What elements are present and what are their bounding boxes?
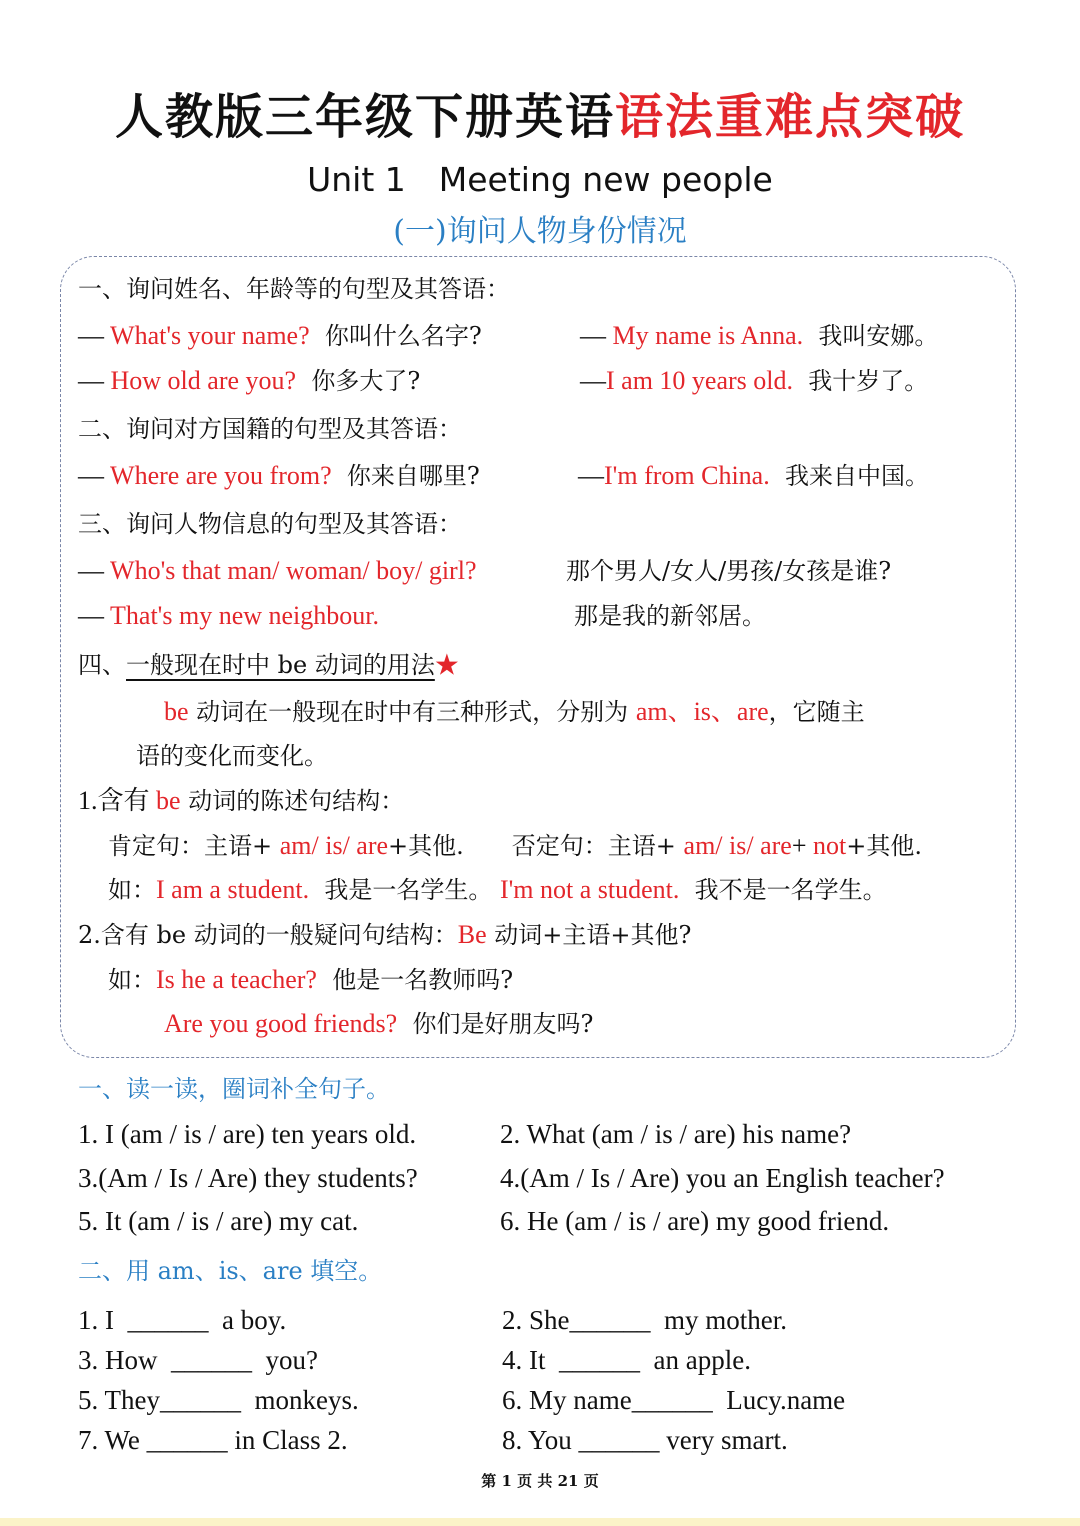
text-segment: 你多大了? [296,367,421,395]
qa-answer [580,319,938,353]
rule-heading [78,918,691,952]
text-segment: Where are you from? [110,461,332,490]
qa-question [78,319,482,353]
text-segment: 你们是好朋友吗? [397,1010,594,1038]
unit-title: Unit 1 Meeting new people [307,160,773,199]
text-segment: Are you good friends? [164,1009,398,1038]
exercise1-heading: 一、读一读，圈词补全句子。 [78,1075,390,1103]
text-segment: 我来自中国。 [769,462,929,490]
qa-question [78,364,420,398]
text-segment: — [78,461,111,490]
page-title [0,78,1080,147]
heading-name-age [78,272,510,306]
page-number: 第 1 页 共 21 页 [481,1472,599,1490]
text-segment: not [813,831,847,860]
text-segment: am/ is/ are [279,831,389,860]
text-segment: — [78,601,111,630]
text-segment: — [580,366,606,395]
exercise-item: 2. What (am / is / are) his name? [500,1119,852,1149]
text-segment: — [580,321,613,350]
text-segment: 二、询问对方国籍的句型及其答语： [78,415,462,443]
heading-be-verb [78,648,459,682]
text-segment: am、is、are [635,697,769,726]
text-segment: My name is Anna. [612,321,804,350]
fill-blank-item: 5. They______ monkeys. [78,1385,359,1415]
text-segment: Who's that man/ woman/ boy/ girl? [110,556,477,585]
exercise-item: 5. It (am / is / are) my cat. [78,1206,359,1236]
text-segment: That's my new neighbour. [110,601,380,630]
text-segment: 动词在一般现在时中有三种形式，分别为 [188,698,636,726]
rule-structure [108,829,922,863]
text-segment: — [78,556,111,585]
text-segment: I am a student. [156,875,310,904]
exercise-item: 3.(Am / Is / Are) they students? [78,1163,418,1193]
qa-translation [574,599,766,633]
exercise-item: 4.(Am / Is / Are) you an English teacher? [500,1163,945,1193]
text-segment: 他是一名教师吗? [316,966,514,994]
text-segment: I am 10 years old. [606,366,794,395]
example [108,963,513,997]
qa-translation [566,554,891,588]
text-segment: — [578,461,604,490]
qa-question [78,459,480,493]
text-segment: 那个男人/女人/男孩/女孩是谁? [566,557,892,585]
text-segment: +其他. [388,832,464,860]
example [164,1007,593,1041]
text-segment: 肯定句：主语+ [108,832,280,860]
fill-blank-item: 1. I ______ a boy. [78,1305,287,1335]
fill-blank-item: 8. You ______ very smart. [502,1425,788,1455]
qa-question [78,599,379,633]
text-segment: 三、询问人物信息的句型及其答语： [78,510,462,538]
title-black: 人教版三年级下册英语 [114,89,615,145]
text-segment: 如： [108,876,156,904]
text-segment: 我不是一名学生。 [679,876,887,904]
text-segment: be [156,786,181,815]
text-segment: 我是一名学生。 [309,876,500,904]
fill-blank-item: 3. How ______ you? [78,1345,318,1375]
fill-blank-item: 7. We ______ in Class 2. [78,1425,348,1455]
fill-blank-item: 4. It ______ an apple. [502,1345,751,1375]
text-segment: 动词+主语+其他? [486,921,692,949]
text-segment: 那是我的新邻居。 [574,602,766,630]
text-segment: + [791,831,814,860]
text-segment: 语的变化而变化。 [136,742,328,770]
text-segment: 我叫安娜。 [803,322,939,350]
heading-nationality [78,412,462,446]
text-segment: be [164,697,189,726]
text-segment: — [78,321,111,350]
text-segment: 你来自哪里? [331,462,480,490]
exercise-item: 6. He (am / is / are) my good friend. [500,1206,890,1236]
text-segment: am/ is/ are [683,831,792,860]
qa-question [78,554,476,588]
example [108,873,887,907]
text-segment: 四、 [78,651,126,679]
fill-blank-item: 2. She______ my mother. [502,1305,787,1335]
rule-heading [78,784,404,818]
text-segment: — [78,366,111,395]
text-segment: 如： [108,966,156,994]
text-segment: +其他. [846,832,922,860]
text-segment: I'm not a student. [499,875,680,904]
exercise-item: 1. I (am / is / are) ten years old. [78,1119,417,1149]
text-segment: ，它随主 [768,698,865,726]
text-segment: 否定句：主语+ [463,832,684,860]
section-title: (一)询问人物身份情况 [393,214,687,249]
qa-answer [580,364,928,398]
text-segment: 你叫什么名字? [309,322,482,350]
qa-answer [578,459,929,493]
text-segment: How old are you? [110,366,297,395]
text-segment: 一般现在时中 be 动词的用法 [126,651,435,679]
text-segment: I'm from China. [604,461,770,490]
text-segment: What's your name? [110,321,310,350]
fill-blank-item: 6. My name______ Lucy.name [502,1385,846,1415]
paragraph [164,695,865,729]
text-segment: 一、询问姓名、年龄等的句型及其答语： [78,275,510,303]
text-segment: 我十岁了。 [793,367,929,395]
text-segment: Is he a teacher? [156,965,317,994]
text-segment: 1.含有 [78,786,157,815]
text-segment: 动词的陈述句结构： [180,787,405,815]
title-red: 语法重难点突破 [615,89,966,145]
text-segment: 2.含有 be 动词的一般疑问句结构： [78,921,458,949]
bottom-bar [0,1518,1080,1526]
paragraph [136,739,328,773]
text-segment: ★ [434,651,459,679]
exercise2-heading: 二、用 am、is、are 填空。 [78,1257,383,1285]
heading-person-info [78,507,462,541]
text-segment: Be [457,920,487,949]
